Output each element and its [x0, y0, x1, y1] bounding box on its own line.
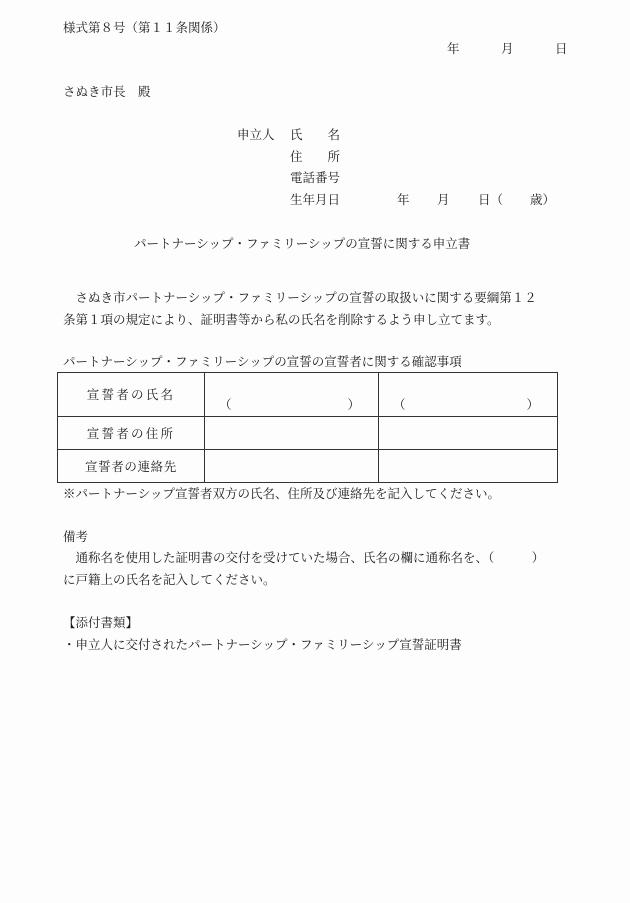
declarant-name-header: 宣誓者の氏名	[58, 373, 205, 417]
birth-month-label: 月	[437, 192, 450, 207]
attachments-item: ・申立人に交付されたパートナーシップ・ファミリーシップ宣誓証明書	[63, 637, 462, 652]
remarks-line-1: 通称名を使用した証明書の交付を受けていた場合、氏名の欄に通称名を、（ ）	[63, 550, 545, 565]
paren-close: ）	[347, 397, 360, 412]
declarant-2-address-cell[interactable]	[379, 417, 558, 450]
addressee: さぬき市長 殿	[63, 84, 151, 99]
date-month-label: 月	[501, 41, 514, 56]
declarant-confirmation-table	[57, 372, 558, 483]
declarant-contact-header: 宣誓者の連絡先	[58, 450, 205, 483]
paren-open: （	[393, 397, 406, 412]
declarant-1-address-cell[interactable]	[205, 417, 379, 450]
declarant-1-name-cell[interactable]	[205, 373, 379, 417]
attachments-heading: 【添付書類】	[63, 615, 139, 630]
body-text-line-2: 条第１項の規定により、証明書等から私の氏名を削除するよう申し立てます。	[63, 312, 500, 327]
declarant-1-contact-cell[interactable]	[205, 450, 379, 483]
date-year-label: 年	[447, 41, 460, 56]
applicant-phone-label: 電話番号	[290, 170, 341, 185]
table-caption: パートナーシップ・ファミリーシップの宣誓の宣誓者に関する確認事項	[63, 354, 462, 369]
form-number-label: 様式第８号（第１１条関係）	[63, 20, 226, 35]
paren-close: ）	[526, 397, 539, 412]
applicant-address-label: 住 所	[290, 149, 341, 164]
applicant-name-label: 氏 名	[290, 127, 341, 142]
table-row	[58, 417, 558, 450]
date-day-label: 日	[555, 41, 568, 56]
table-row	[58, 373, 558, 417]
table-row	[58, 450, 558, 483]
document-title: パートナーシップ・ファミリーシップの宣誓に関する申立書	[134, 236, 471, 251]
applicant-birth-label: 生年月日	[290, 192, 341, 207]
birth-age-label: 歳）	[530, 192, 556, 207]
declarant-2-name-cell[interactable]	[379, 373, 558, 417]
remarks-line-2: に戸籍上の氏名を記入してください。	[63, 572, 276, 587]
declarant-2-contact-cell[interactable]	[379, 450, 558, 483]
table-note: ※パートナーシップ宣誓者双方の氏名、住所及び連絡先を記入してください。	[63, 486, 501, 501]
body-text-line-1: さぬき市パートナーシップ・ファミリーシップの宣誓の取扱いに関する要綱第１２	[63, 290, 537, 305]
birth-day-label: 日（	[478, 192, 504, 207]
declarant-address-header: 宣誓者の住所	[58, 417, 205, 450]
applicant-label: 申立人	[237, 127, 275, 142]
remarks-heading: 備考	[63, 529, 89, 544]
birth-year-label: 年	[397, 192, 410, 207]
paren-open: （	[219, 397, 232, 412]
